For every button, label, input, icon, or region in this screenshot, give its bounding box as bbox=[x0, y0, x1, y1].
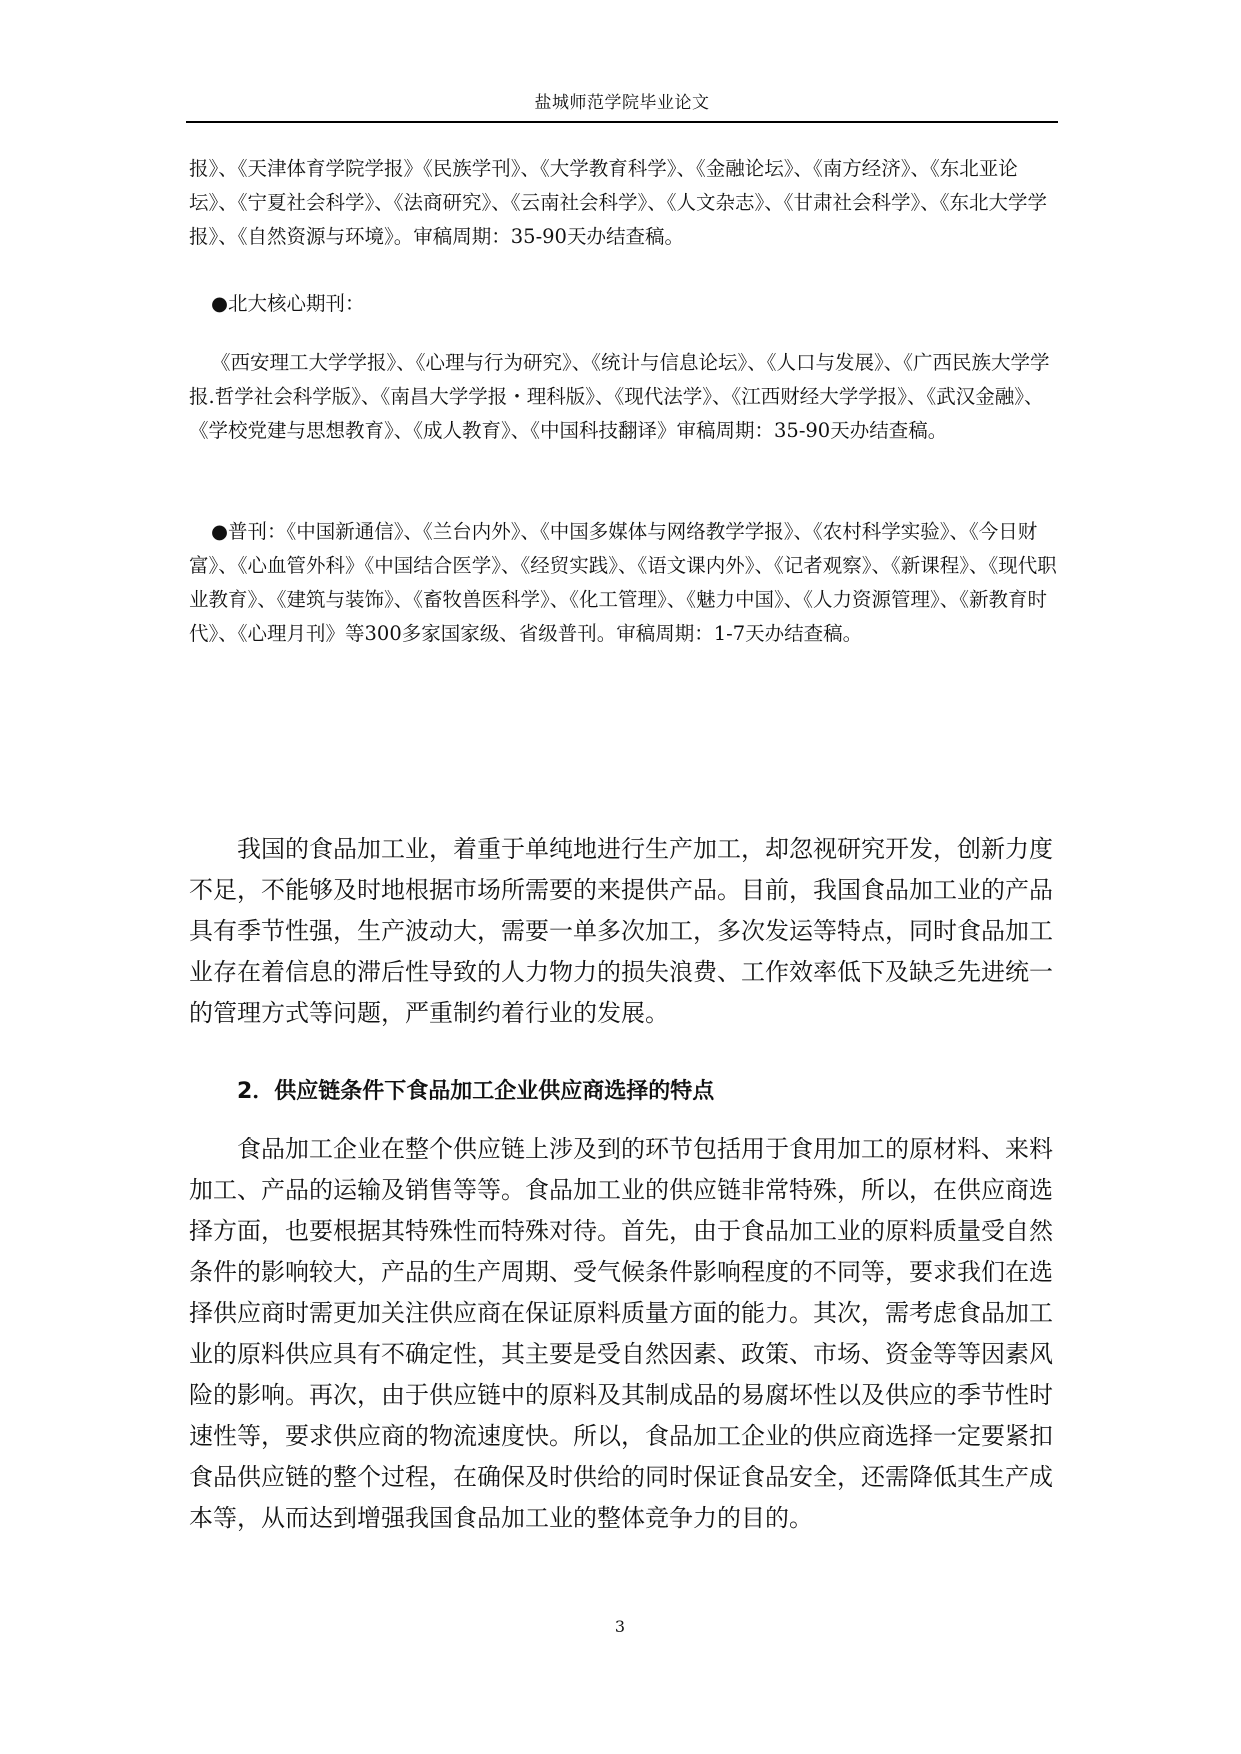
general-journals-list: ●普刊：《中国新通信》、《兰台内外》、《中国多媒体与网络教学学报》、《农村科学实验》、《今日财富》、《心血管外科》《中国结合医学》、《经贸实践》、《语文课内外》、《记者观察》、《新课程》、《现代职业教育》、《建筑与装饰》、《畜牧兽医科学》、《化工管理》、《魅力中国》、《人力资源管理》、《新教育时代》、《心理月刊》等300多家国家级、省级普刊。审稿周期：1-7天办结查稿。 bbox=[189, 520, 1057, 645]
body-paragraph-2: 食品加工企业在整个供应链上涉及到的环节包括用于食用加工的原材料、来料加工、产品的运输及销售等等。食品加工业的供应链非常特殊，所以，在供应商选择方面，也要根据其特殊性而特殊对待。首先，由于食品加工业的原料质量受自然条件的影响较大，产品的生产周期、受气候条件影响程度的不同等，要求我们在选择供应商时需更加关注供应商在保证原料质量方面的能力。其次，需考虑食品加工业的原料供应具有不确定性，其主要是受自然因素、政策、市场、资金等等因素风险的影响。再次，由于供应链中的原料及其制成品的易腐坏性以及供应的季节性时速性等，要求供应商的物流速度快。所以，食品加工企业的供应商选择一定要紧扣食品供应链的整个过程，在确保及时供给的同时保证食品安全，还需降低其生产成本等，从而达到增强我国食品加工业的整体竞争力的目的。 bbox=[189, 1135, 1053, 1532]
page-number: 3 bbox=[614, 1617, 626, 1636]
core-journals-list: 《西安理工大学学报》、《心理与行为研究》、《统计与信息论坛》、《人口与发展》、《广西民族大学学报.哲学社会科学版》、《南昌大学学报・理科版》、《现代法学》、《江西财经大学学报》、《武汉金融》、《学校党建与思想教育》、《成人教育》、《中国科技翻译》审稿周期：35-90天办结查稿。 bbox=[189, 351, 1050, 442]
header-divider bbox=[186, 121, 1058, 123]
page-header-title: 盐城师范学院毕业论文 bbox=[534, 93, 710, 113]
body-paragraph-1: 我国的食品加工业，着重于单纯地进行生产加工，却忽视研究开发，创新力度不足，不能够及时地根据市场所需要的来提供产品。目前，我国食品加工业的产品具有季节性强，生产波动大，需要一单多次加工，多次发运等特点，同时食品加工业存在着信息的滞后性导致的人力物力的损失浪费、工作效率低下及缺乏先进统一的管理方式等问题，严重制约着行业的发展。 bbox=[189, 835, 1053, 1027]
core-journals-heading: ●北大核心期刊： bbox=[211, 292, 365, 315]
section-heading: 2．供应链条件下食品加工企业供应商选择的特点 bbox=[237, 1079, 715, 1104]
journal-list-continuation: 报》、《天津体育学院学报》《民族学刊》、《大学教育科学》、《金融论坛》、《南方经济》、《东北亚论坛》、《宁夏社会科学》、《法商研究》、《云南社会科学》、《人文杂志》、《甘肃社会科学》、《东北大学学报》、《自然资源与环境》。审稿周期：35-90天办结查稿。 bbox=[189, 157, 1048, 248]
